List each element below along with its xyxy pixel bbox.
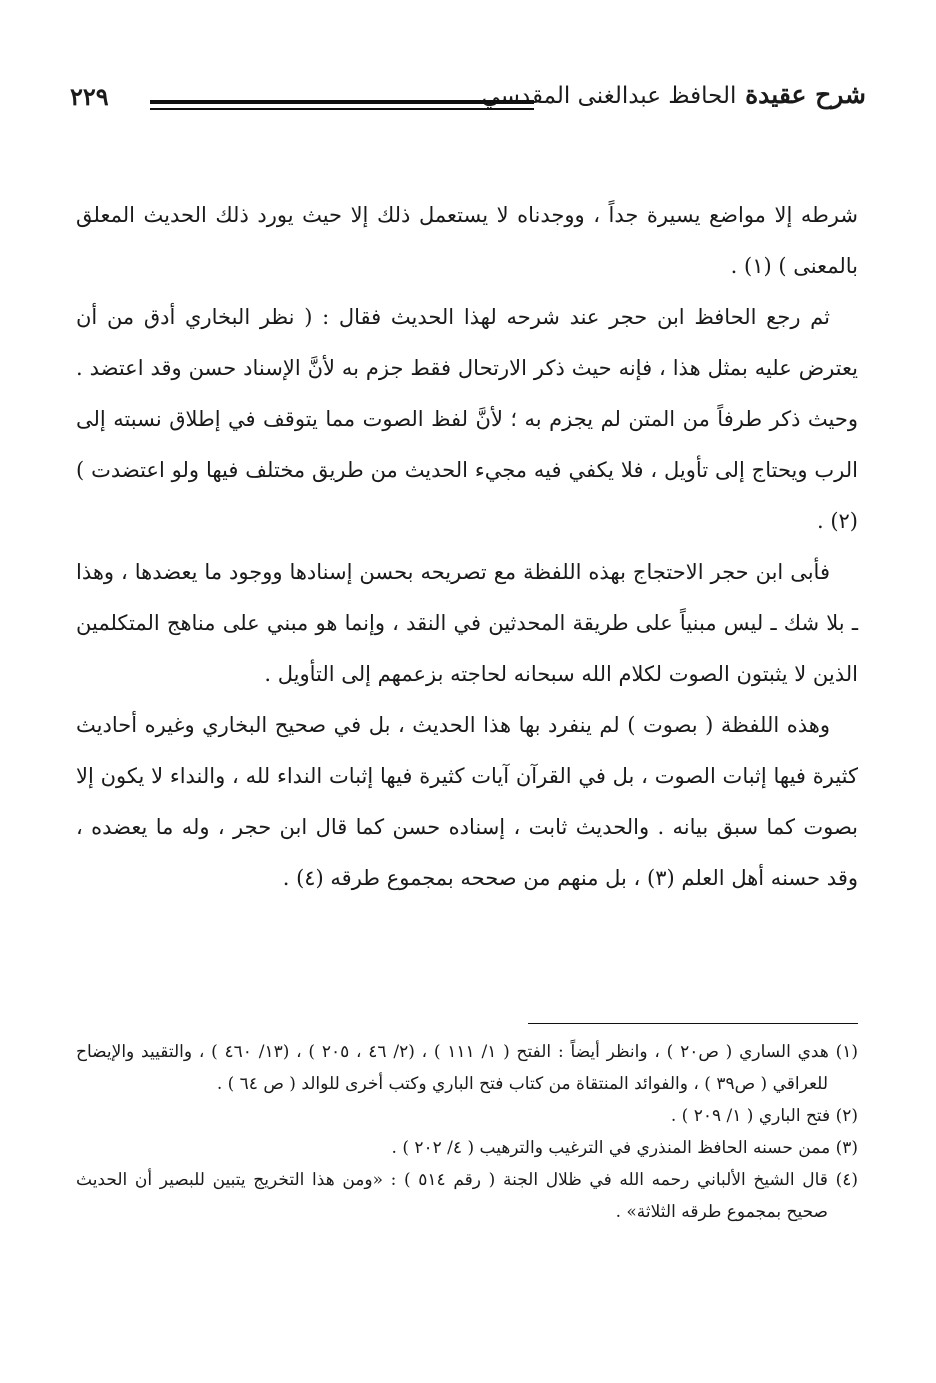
header-title	[481, 80, 866, 109]
header-title-main: شرح عقيدة	[745, 80, 866, 109]
footnote: (٣) ممن حسنه الحافظ المنذري في الترغيب والترهيب ( ٤/ ٢٠٢ ) .	[391, 1138, 858, 1158]
page-number: ٢٢٩	[70, 82, 109, 111]
footnote: (٤) قال الشيخ الألباني رحمه الله في ظلال الجنة ( رقم ٥١٤ ) : «ومن هذا التخريج يتبين للبصير أن الحديث صحيح بمجموع طرقه الثلاثة» .	[76, 1170, 858, 1222]
paragraph: ثم رجع الحافظ ابن حجر عند شرحه لهذا الحديث فقال : ( نظر البخاري أدق من أن يعترض عليه بمثل هذا ، فإنه حيث ذكر الارتحال فقط جزم به لأنَّ الإسناد حسن وقد اعتضد . وحيث ذكر طرفاً من المتن لم يجزم به ؛ لأنَّ لفظ الصوت مما يتوقف في إطلاق نسبته إلى الرب ويحتاج إلى تأويل ، فلا يكفي فيه مجيء الحديث من طريق مختلف فيها ولو اعتضدت ) (٢) .	[76, 305, 858, 533]
running-header	[70, 78, 866, 126]
footnote-separator	[528, 1023, 858, 1024]
paragraph: شرطه إلا مواضع يسيرة جداً ، ووجدناه لا يستعمل ذلك إلا حيث يورد ذلك الحديث المعلق بالمعنى ) (١) .	[76, 203, 858, 278]
header-title-subtitle: الحافظ عبدالغنى المقدسي	[481, 83, 737, 109]
paragraph: فأبى ابن حجر الاحتجاج بهذه اللفظة مع تصريحه بحسن إسنادها ووجود ما يعضدها ، وهذا ـ بلا شك ـ ليس مبنياً على طريقة المحدثين في النقد ، وإنما هو مبني على مناهج المتكلمين الذين لا يثبتون الصوت لكلام الله سبحانه لحاجته بزعمهم إلى التأويل .	[76, 560, 858, 686]
main-text	[76, 190, 858, 904]
footnote: (٢) فتح الباري ( ١/ ٢٠٩ ) .	[670, 1106, 858, 1126]
paragraph: وهذه اللفظة ( بصوت ) لم ينفرد بها هذا الحديث ، بل في صحيح البخاري وغيره أحاديث كثيرة فيها إثبات الصوت ، بل في القرآن آيات كثيرة فيها إثبات النداء لله ، والنداء لا يكون إلا بصوت كما سبق بيانه . والحديث ثابت ، إسناده حسن كما قال ابن حجر ، وله ما يعضده ، وقد حسنه أهل العلم (٣) ، بل منهم من صححه بمجموع طرقه (٤) .	[76, 713, 858, 890]
footnote: (١) هدي الساري ( ص٢٠ ) ، وانظر أيضاً : الفتح ( ١/ ١١١ ) ، (٢/ ٤٦ ، ٢٠٥ ) ، (١٣/ ٤٦٠ ) ، والتقييد والإيضاح للعراقي ( ص٣٩ ) ، والفوائد المنتقاة من كتاب فتح الباري وكتب أخرى للوالد ( ص ٦٤ ) .	[76, 1042, 859, 1094]
header-double-rule	[150, 100, 534, 104]
footnotes	[76, 1036, 858, 1228]
